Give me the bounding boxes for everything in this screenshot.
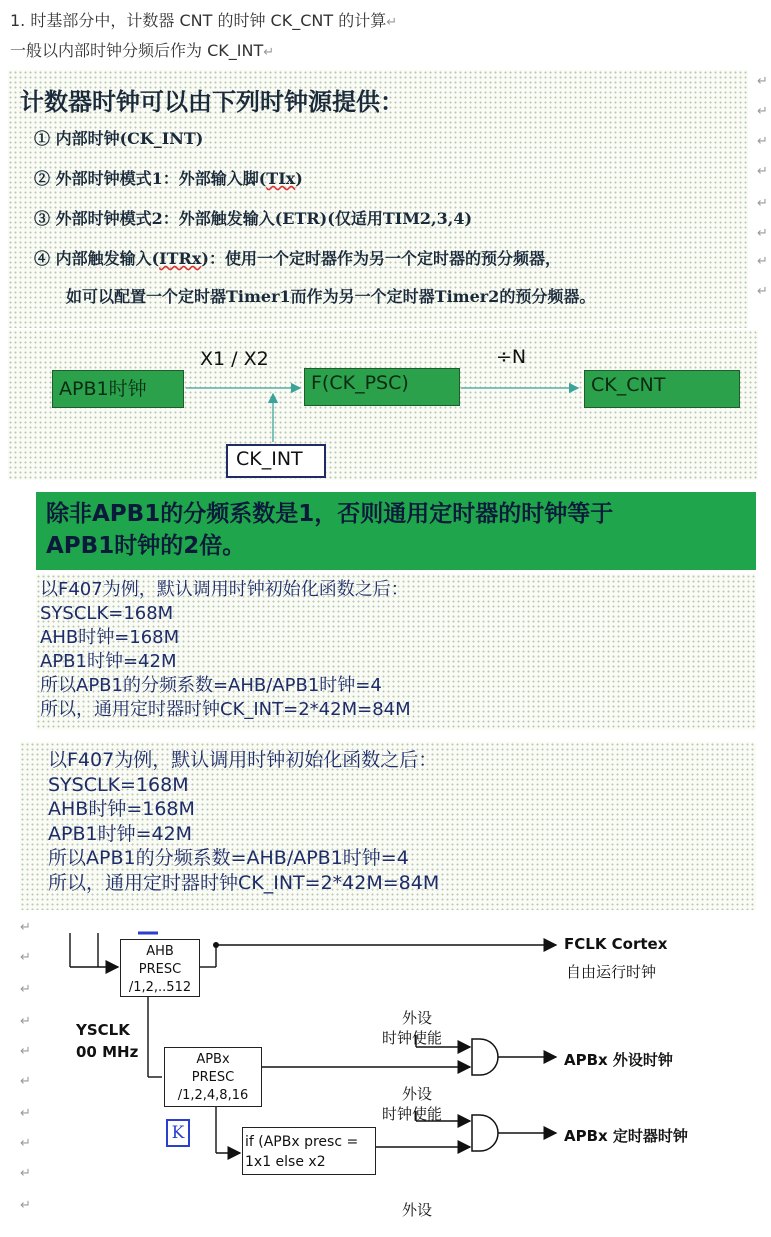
apb1-note-banner [36, 492, 756, 570]
para-mark: ↵ [757, 254, 768, 269]
para-mark: ↵ [757, 226, 768, 241]
k-marker: K [166, 1119, 190, 1147]
section-heading: 1. 时基部分中，计数器 CNT 的时钟 CK_CNT 的计算↵ [10, 11, 398, 30]
para-mark: ↵ [757, 104, 768, 119]
timer-multiplier-box: if (APBx presc = 1x1 else x2 [242, 1127, 376, 1175]
prescaler-box: F(CK_PSC) [304, 368, 460, 406]
intro-text: 一般以内部时钟分频后作为 CK_INT↵ [10, 41, 275, 60]
bottom-label: 外设 [402, 1201, 433, 1219]
example-line: 所以，通用定时器时钟CK_INT=2*42M=84M [40, 699, 411, 720]
apb1-clock-box: APB1时钟 [52, 370, 184, 408]
example-line: 所以APB1的分频系数=AHB/APB1时钟=4 [48, 847, 409, 869]
example-line: APB1时钟=42M [48, 822, 193, 845]
example-line: SYSCLK=168M [40, 603, 174, 624]
example-line: 所以，通用定时器时钟CK_INT=2*42M=84M [48, 871, 440, 894]
banner-line: 除非APB1的分频系数是1，否则通用定时器的时钟等于 [46, 501, 614, 527]
para-mark: ↵ [20, 1166, 31, 1181]
para-mark: ↵ [20, 1198, 31, 1213]
para-mark: ↵ [20, 1014, 31, 1029]
para-mark: ↵ [757, 284, 768, 299]
ck-cnt-box: CK_CNT [584, 370, 740, 408]
clock-tree-diagram [40, 925, 760, 1225]
fclk-sub-label: 自由运行时钟 [566, 963, 657, 981]
para-mark: ↵ [757, 164, 768, 179]
source-item: ① 内部时钟(CK_INT) [34, 129, 204, 148]
apbx-prescaler-box: APBx PRESC /1,2,4,8,16 [164, 1047, 262, 1107]
banner-line: APB1时钟的2倍。 [46, 533, 246, 559]
clock-sources-box [8, 70, 748, 328]
clock-sources-title: 计数器时钟可以由下列时钟源提供： [20, 87, 404, 116]
example-line: 以F407为例，默认调用时钟初始化函数之后： [40, 579, 409, 600]
example-line: AHB时钟=168M [48, 798, 195, 820]
ahb-prescaler-box: AHB PRESC /1,2,..512 [120, 939, 200, 997]
ck-int-box: CK_INT [226, 444, 326, 478]
multiplier-label: X1 / X2 [200, 348, 269, 370]
source-item: ③ 外部时钟模式2：外部触发输入(ETR)(仅适用TIM2,3,4) [34, 209, 473, 228]
example-line: SYSCLK=168M [48, 773, 189, 796]
example-box-large [20, 742, 756, 910]
enable-label: 时钟使能 [382, 1029, 443, 1047]
para-mark: ↵ [20, 950, 31, 965]
para-mark: ↵ [20, 920, 31, 935]
enable-label: 外设 [402, 1085, 433, 1103]
para-mark: ↵ [20, 1044, 31, 1059]
fclk-label: FCLK Cortex [564, 935, 668, 953]
example-line: APB1时钟=42M [40, 651, 177, 672]
timer-clock-diagram [8, 330, 758, 480]
para-mark: ↵ [757, 134, 768, 149]
para-mark: ↵ [757, 74, 768, 89]
source-item: ④ 内部触发输入(ITRx)：使用一个定时器作为另一个定时器的预分频器， [34, 249, 561, 268]
enable-label: 外设 [402, 1009, 433, 1027]
para-mark: ↵ [20, 1136, 31, 1151]
example-box [36, 574, 756, 730]
source-item: 如可以配置一个定时器Timer1而作为另一个定时器Timer2的预分频器。 [66, 287, 596, 306]
apbx-peripheral-clock: APBx 外设时钟 [564, 1051, 673, 1069]
para-mark: ↵ [757, 196, 768, 211]
para-mark: ↵ [20, 1074, 31, 1089]
example-line: 以F407为例，默认调用时钟初始化函数之后： [48, 749, 438, 771]
para-mark: ↵ [20, 982, 31, 997]
apbx-timer-clock: APBx 定时器时钟 [564, 1127, 688, 1145]
divider-label: ÷N [496, 346, 527, 368]
example-line: AHB时钟=168M [40, 627, 180, 648]
para-mark: ↵ [20, 1106, 31, 1121]
example-line: 所以APB1的分频系数=AHB/APB1时钟=4 [40, 675, 382, 696]
sysclk-freq: 00 MHz [76, 1043, 139, 1061]
source-item: ② 外部时钟模式1：外部输入脚(TIx) [34, 169, 303, 188]
enable-label: 时钟使能 [382, 1105, 443, 1123]
sysclk-label: YSCLK [76, 1021, 130, 1039]
